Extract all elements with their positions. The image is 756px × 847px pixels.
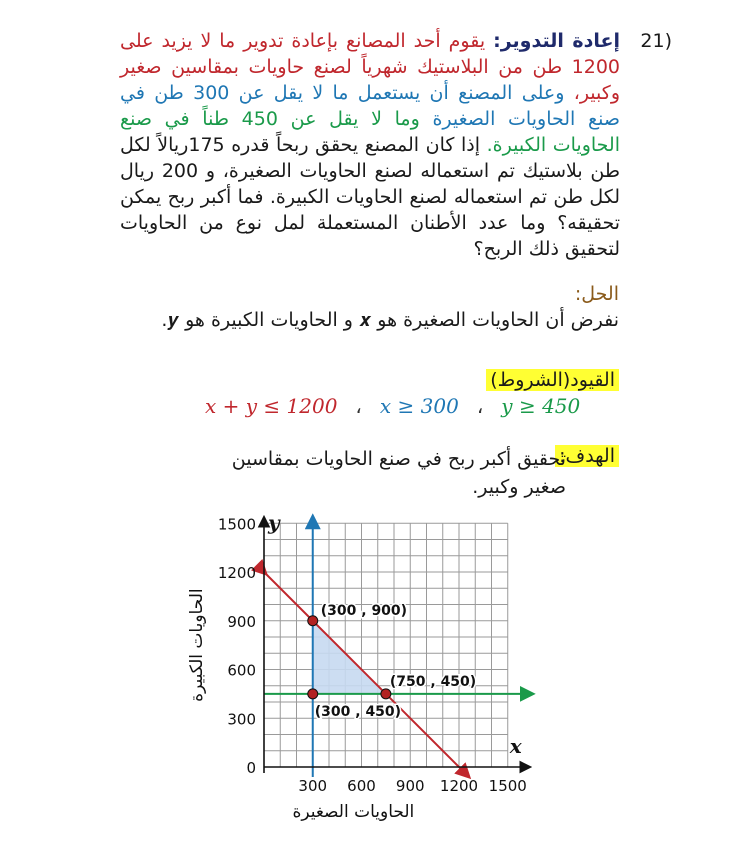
y-axis-name: y — [268, 510, 280, 535]
vertex-point — [308, 616, 318, 626]
y-tick-label: 1200 — [217, 564, 256, 582]
vertex-point — [308, 689, 318, 699]
x-tick-label: 300 — [298, 777, 328, 795]
chart-grid — [264, 523, 508, 767]
problem-text-rest: إذا كان المصنع يحقق ربحاً قدره 175ريالاً لكل طن بلاستيك تم استعماله لصنع الحاويات الصغيرة، و 200 ريال لكل طن تم استعماله لصنع الحاويات الكبيرة. فما أكبر ربح يمكن تحقيقه؟ وما عدد الأطنان المستعملة لمل نوع من الحاويات لتحقيق ذلك الربح؟ — [120, 134, 620, 260]
x-tick-label: 600 — [347, 777, 376, 795]
vertex-point — [381, 689, 391, 699]
vertex-label: (300 , 450) — [314, 703, 402, 720]
y-tick-label: 900 — [227, 612, 256, 631]
y-axis-label: الحاويات الكبيرة — [187, 588, 207, 702]
x-axis-name: x — [509, 734, 522, 758]
chart-axes — [264, 521, 526, 773]
x-axis-label: الحاويات الصغيرة — [292, 802, 415, 822]
series-line-sum — [262, 570, 465, 773]
problem-text-red: يقوم أحد المصانع بإعادة تدوير ما لا يزيد على 1200 طن من البلاستيك شهرياً لصنع حاويات بمقاسين صغير وكبير، — [120, 30, 620, 104]
y-tick-label: 300 — [227, 710, 256, 729]
constraint-sum: x + y ≤ 1200 — [205, 394, 338, 418]
x-tick-label: 1200 — [439, 777, 479, 795]
constraints-label: القيود(الشروط) — [486, 369, 619, 391]
constraint-y: y ≥ 450 — [501, 394, 581, 418]
y-tick-label: 0 — [246, 759, 256, 777]
problem-title: إعادة التدوير: — [493, 30, 620, 52]
x-tick-label: 900 — [395, 777, 425, 795]
constraint-x: x ≥ 300 — [379, 394, 459, 418]
constraint-separator: ، — [476, 394, 484, 418]
vertex-label: (300 , 900) — [320, 602, 408, 619]
feasible-region-graph — [180, 505, 580, 825]
solution-label: الحل: — [574, 283, 619, 305]
constraints-row — [205, 394, 580, 418]
vertex-label: (750 , 450) — [389, 673, 477, 690]
x-tick-label: 1500 — [488, 777, 527, 795]
problem-text-green: وما لا يقل عن 450 طناً في صنع الحاويات الكبيرة. — [120, 108, 620, 156]
goal-label: الهدف: — [555, 445, 619, 467]
problem-number: 21) — [640, 30, 672, 52]
constraint-separator: ، — [355, 394, 362, 418]
constraint-lines — [262, 521, 527, 777]
goal-text: تحقيق أكبر ربح في صنع الحاويات بمقاسين صغير وكبير. — [231, 448, 566, 498]
assumption-text: نفرض أن الحاويات الصغيرة هو 𝒙 و الحاويات الكبيرة هو 𝒚. — [161, 309, 619, 331]
problem-text-blue: وعلى المصنع أن يستعمل ما لا يقل عن 300 طن في صنع الحاويات الصغيرة — [120, 82, 620, 130]
y-tick-label: 600 — [227, 661, 256, 680]
problem-statement — [120, 28, 672, 262]
y-tick-label: 1500 — [217, 515, 256, 534]
